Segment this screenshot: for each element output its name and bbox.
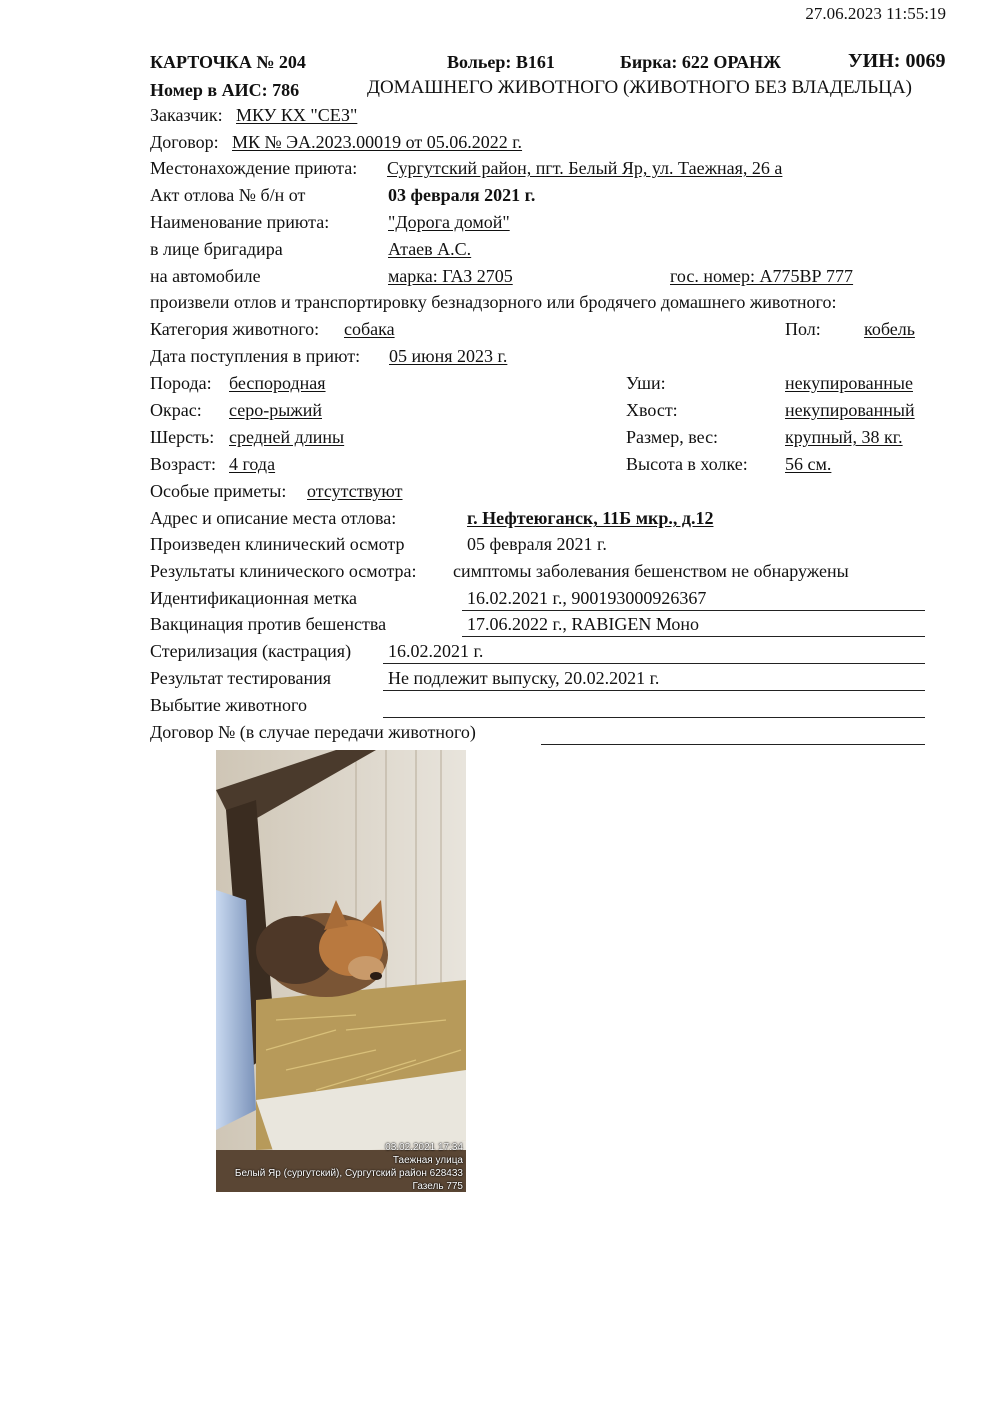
test-result-rule <box>383 690 925 691</box>
test-result-label: Результат тестирования <box>150 668 331 688</box>
departure-label: Выбытие животного <box>150 695 307 715</box>
admission-date-value: 05 июня 2023 г. <box>389 346 508 366</box>
ears-value: некупированные <box>785 373 913 393</box>
clinical-exam-date: 05 февраля 2021 г. <box>467 534 607 554</box>
height-label: Высота в холке: <box>626 454 748 474</box>
size-weight-value: крупный, 38 кг. <box>785 427 903 447</box>
breed-label: Порода: <box>150 373 212 393</box>
vehicle-label: на автомобиле <box>150 266 261 286</box>
capture-address-value: г. Нефтеюганск, 11Б мкр., д.12 <box>467 508 714 528</box>
vaccination-value: 17.06.2022 г., RABIGEN Моно <box>467 614 700 634</box>
clinical-exam-label: Произведен клинический осмотр <box>150 534 405 554</box>
vaccination-label: Вакцинация против бешенства <box>150 614 387 634</box>
coat-value: средней длины <box>229 427 345 447</box>
photo-stamp-location: Белый Яр (сургутский), Сургутский район 628433 <box>234 1168 463 1179</box>
ears-label: Уши: <box>626 373 666 393</box>
capture-act-label: Акт отлова № б/н от <box>150 185 306 205</box>
clinical-results-value: симптомы заболевания бешенством не обнаружены <box>453 561 849 581</box>
photo-stamp-vehicle: Газель 775 <box>412 1181 463 1192</box>
capture-act-date: 03 февраля 2021 г. <box>388 185 536 205</box>
photo-stamp-datetime: 03.02.2021 17:34 <box>385 1142 463 1153</box>
card-title: ДОМАШНЕГО ЖИВОТНОГО (ЖИВОТНОГО БЕЗ ВЛАДЕЛЬЦА) <box>367 77 912 98</box>
category-label: Категория животного: <box>150 319 320 339</box>
sterilization-value: 16.02.2021 г. <box>388 641 484 661</box>
id-mark-label: Идентификационная метка <box>150 588 358 608</box>
tag-number: Бирка: 622 ОРАНЖ <box>620 52 781 72</box>
clinical-results-label: Результаты клинического осмотра: <box>150 561 417 581</box>
photo-stamp-street: Таежная улица <box>392 1155 463 1166</box>
contract-label: Договор: <box>150 132 219 152</box>
transfer-contract-label: Договор № (в случае передачи животного) <box>150 722 476 742</box>
sterilization-label: Стерилизация (кастрация) <box>150 641 352 661</box>
shelter-name-label: Наименование приюта: <box>150 212 330 232</box>
transfer-contract-rule <box>541 744 925 745</box>
id-mark-rule <box>462 610 925 611</box>
uin-number: УИН: 0069 <box>848 50 946 72</box>
admission-date-label: Дата поступления в приют: <box>150 346 361 366</box>
sterilization-rule <box>383 663 925 664</box>
height-value: 56 см. <box>785 454 832 474</box>
age-label: Возраст: <box>150 454 216 474</box>
tail-label: Хвост: <box>626 400 678 420</box>
dog-in-kennel-image <box>216 750 466 1192</box>
foreman-value: Атаев А.С. <box>388 239 472 259</box>
special-marks-value: отсутствуют <box>307 481 403 501</box>
sex-label: Пол: <box>785 319 821 339</box>
sex-value: кобель <box>864 319 915 339</box>
shelter-location-label: Местонахождение приюта: <box>150 158 358 178</box>
age-value: 4 года <box>229 454 276 474</box>
shelter-location-value: Сургутский район, пгт. Белый Яр, ул. Таежная, 26 а <box>387 158 783 178</box>
foreman-label: в лице бригадира <box>150 239 283 259</box>
test-result-value: Не подлежит выпуску, 20.02.2021 г. <box>388 668 660 688</box>
vaccination-rule <box>462 636 925 637</box>
coat-label: Шерсть: <box>150 427 215 447</box>
vehicle-brand: марка: ГАЗ 2705 <box>388 266 513 286</box>
shelter-name-value: "Дорога домой" <box>388 212 510 232</box>
contract-value: МК № ЭА.2023.00019 от 05.06.2022 г. <box>232 132 523 152</box>
special-marks-label: Особые приметы: <box>150 481 287 501</box>
category-value: собака <box>344 319 395 339</box>
breed-value: беспородная <box>229 373 326 393</box>
enclosure-number: Вольер: В161 <box>447 52 555 72</box>
customer-value: МКУ КХ "СЕЗ" <box>236 105 358 125</box>
id-mark-value: 16.02.2021 г., 900193000926367 <box>467 588 707 608</box>
vehicle-plate: гос. номер: А775ВР 777 <box>670 266 854 286</box>
animal-photo <box>216 750 466 1192</box>
color-value: серо-рыжий <box>229 400 322 420</box>
size-weight-label: Размер, вес: <box>626 427 719 447</box>
ais-number: Номер в АИС: 786 <box>150 80 300 100</box>
card-number: КАРТОЧКА № 204 <box>150 52 306 72</box>
customer-label: Заказчик: <box>150 105 223 125</box>
tail-value: некупированный <box>785 400 915 420</box>
capture-statement: произвели отлов и транспортировку безнадзорного или бродячего домашнего животного: <box>150 292 837 312</box>
print-timestamp: 27.06.2023 11:55:19 <box>805 4 946 23</box>
color-label: Окрас: <box>150 400 202 420</box>
departure-rule <box>383 717 925 718</box>
capture-address-label: Адрес и описание места отлова: <box>150 508 397 528</box>
